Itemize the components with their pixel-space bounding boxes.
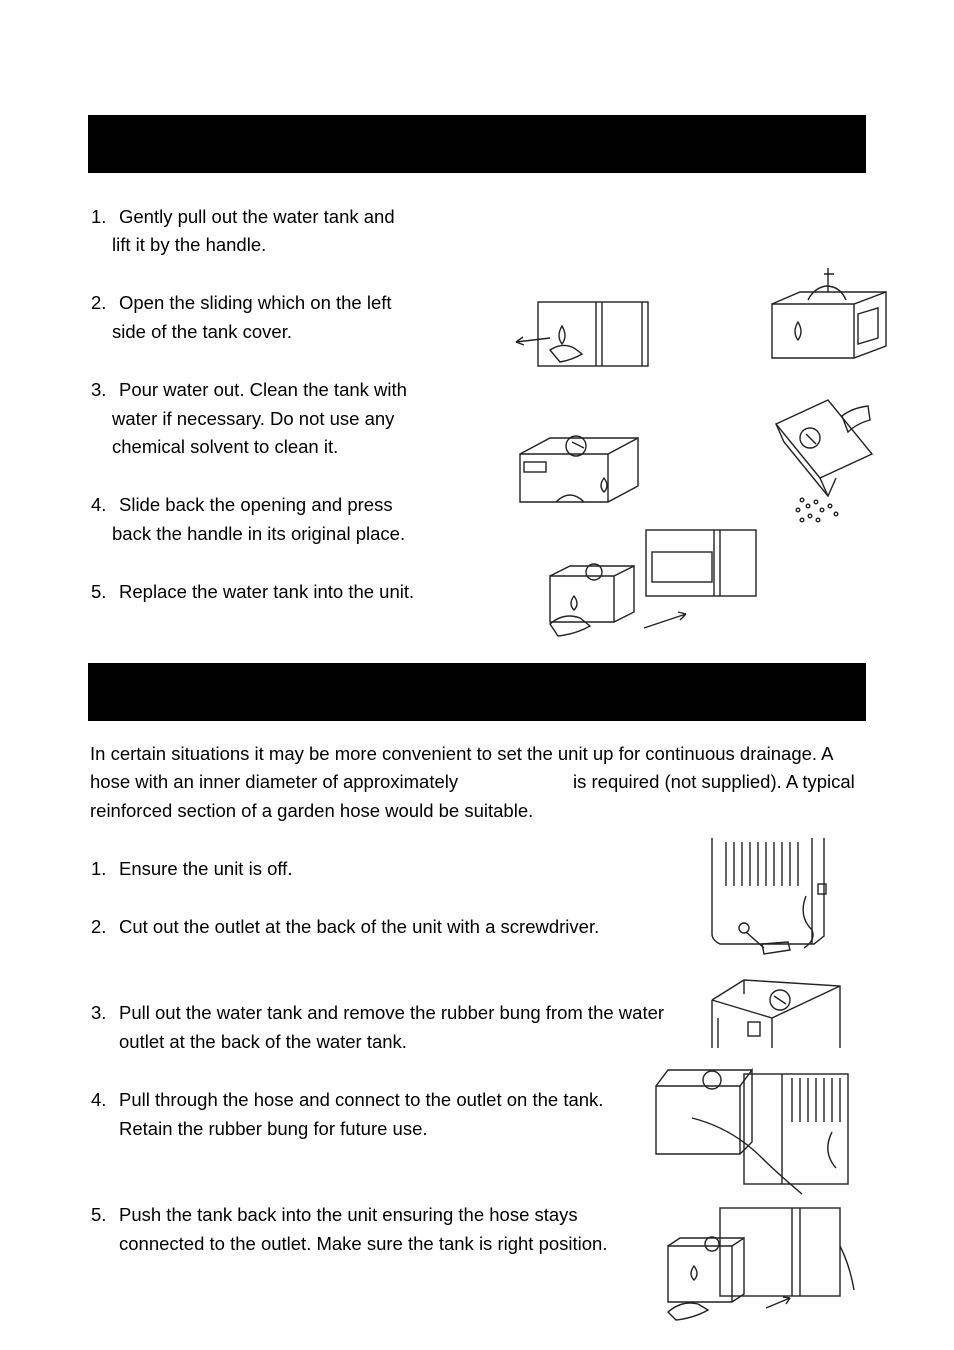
step-text: Replace the water tank into the unit.	[119, 581, 415, 602]
step-number: 4.	[91, 1089, 107, 1110]
step-text: Push the tank back into the unit ensuring the hose stays	[119, 1204, 578, 1225]
step-text: connected to the outlet. Make sure the tank is right position.	[119, 1233, 608, 1254]
step-text: lift it by the handle.	[112, 234, 267, 255]
step-number: 5.	[91, 1204, 107, 1225]
step-text: Pull out the water tank and remove the rubber bung from the water	[119, 1002, 665, 1023]
section-header-bar-drainage	[88, 663, 866, 721]
step-number: 1.	[91, 858, 107, 879]
step-text: water if necessary. Do not use any	[112, 408, 395, 429]
intro-line: hose with an inner diameter of approximately	[90, 771, 459, 792]
step-text: outlet at the back of the water tank.	[119, 1031, 407, 1052]
step-number: 2.	[91, 916, 107, 937]
step-number: 3.	[91, 379, 107, 400]
illustration-pull-tank-out	[510, 298, 655, 370]
step-text: Pull through the hose and connect to the outlet on the tank.	[119, 1089, 604, 1110]
step-text: Slide back the opening and press	[119, 494, 393, 515]
step-number: 4.	[91, 494, 107, 515]
intro-line: In certain situations it may be more convenient to set the unit up for continuous drainage. A	[90, 743, 834, 764]
intro-line: reinforced section of a garden hose would be suitable.	[90, 800, 534, 821]
illustration-lift-tank-handle	[768, 264, 893, 368]
step-number: 3.	[91, 1002, 107, 1023]
illustration-pour-water-out	[772, 398, 876, 528]
step-number: 5.	[91, 581, 107, 602]
illustration-cut-outlet-screwdriver	[706, 836, 830, 960]
step-text: Ensure the unit is off.	[119, 858, 293, 879]
step-text: chemical solvent to clean it.	[112, 436, 339, 457]
step-number: 1.	[91, 206, 107, 227]
illustration-remove-rubber-bung	[708, 978, 844, 1050]
step-text: Open the sliding which on the left	[119, 292, 392, 313]
illustration-push-tank-back	[664, 1206, 860, 1322]
intro-line: is required (not supplied). A typical	[573, 771, 855, 792]
step-number: 2.	[91, 292, 107, 313]
step-text: Cut out the outlet at the back of the unit with a screwdriver.	[119, 916, 600, 937]
illustration-connect-hose	[652, 1062, 852, 1198]
section-header-bar-emptying	[88, 115, 866, 173]
step-text: back the handle in its original place.	[112, 523, 406, 544]
step-text: Pour water out. Clean the tank with	[119, 379, 407, 400]
step-text: Retain the rubber bung for future use.	[119, 1118, 428, 1139]
illustration-replace-tank	[546, 528, 762, 642]
step-text: side of the tank cover.	[112, 321, 292, 342]
step-text: Gently pull out the water tank and	[119, 206, 395, 227]
illustration-open-sliding-cover	[516, 428, 644, 504]
